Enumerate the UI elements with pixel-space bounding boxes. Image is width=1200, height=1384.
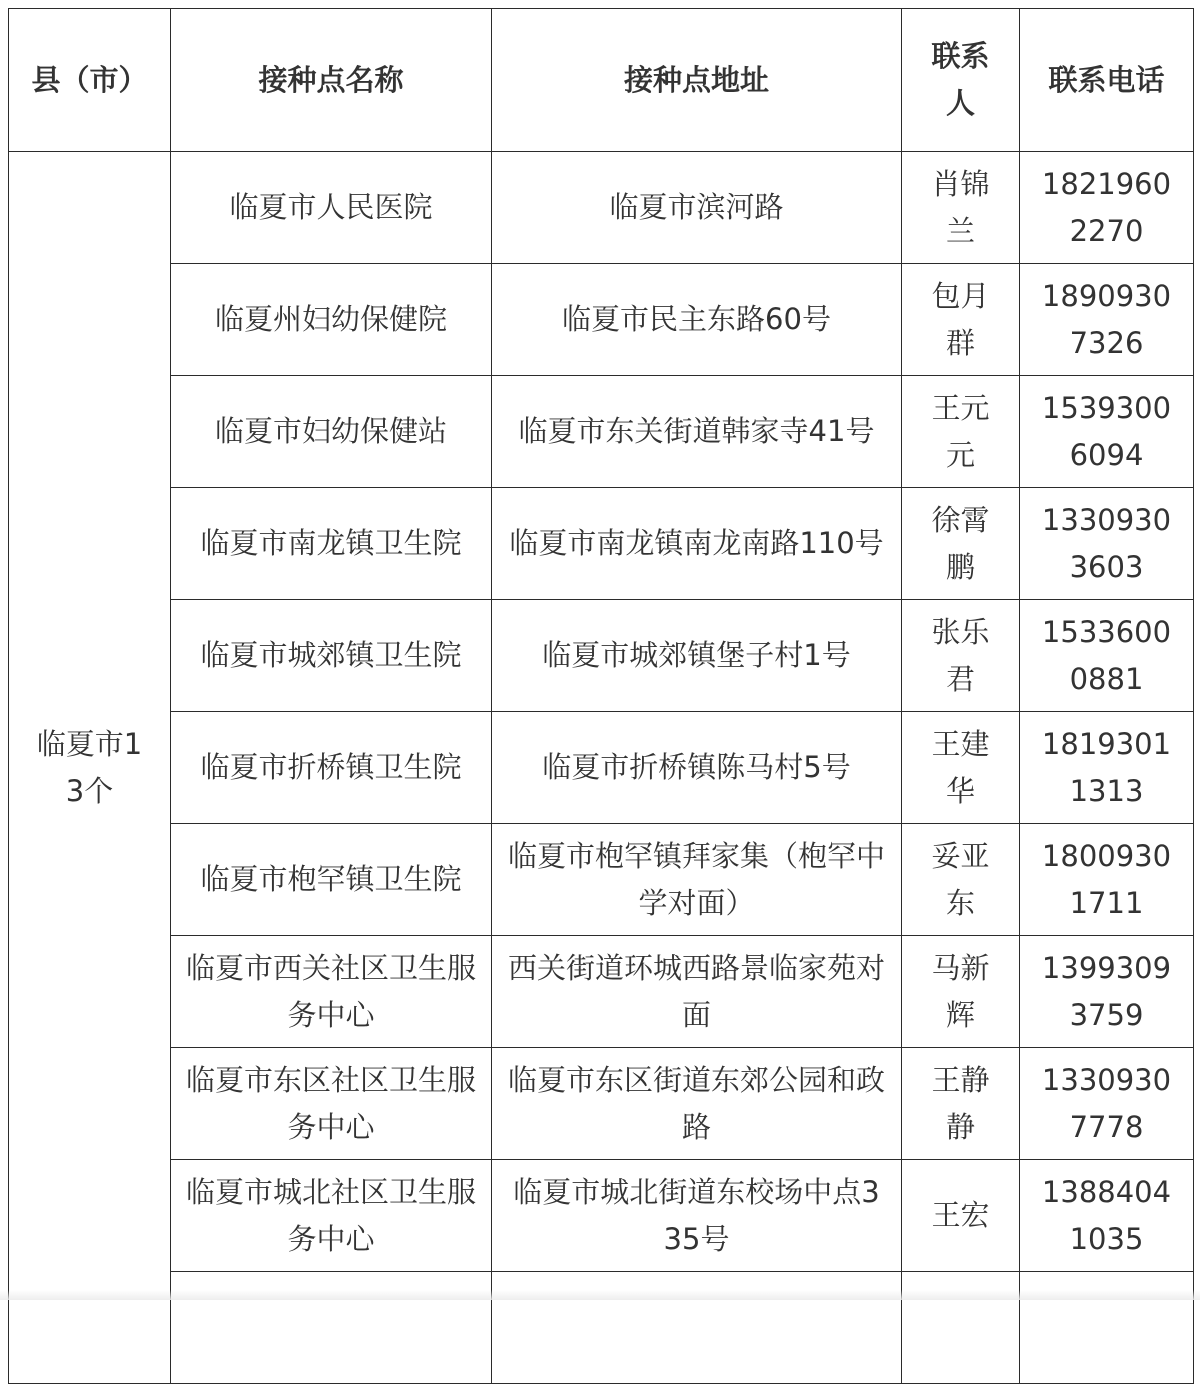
site-name-cell: 临夏市城郊镇卫生院 xyxy=(171,600,492,712)
table-row xyxy=(9,1272,1194,1384)
header-county: 县（市） xyxy=(9,9,171,152)
table-row xyxy=(9,1048,1194,1160)
vaccination-sites-table xyxy=(8,8,1194,1384)
table-row xyxy=(9,712,1194,824)
phone-cell: 18193011313 xyxy=(1020,712,1194,824)
contact-cell: 王建华 xyxy=(902,712,1020,824)
table-row xyxy=(9,152,1194,264)
phone-cell: 15393006094 xyxy=(1020,376,1194,488)
site-name-cell: 临夏市南龙镇卫生院 xyxy=(171,488,492,600)
table-row xyxy=(9,376,1194,488)
county-cell: 临夏市13个 xyxy=(9,152,171,1384)
phone-cell: 13993093759 xyxy=(1020,936,1194,1048)
table-row xyxy=(9,1160,1194,1272)
site-name-cell: 临夏市妇幼保健站 xyxy=(171,376,492,488)
phone-cell: 13309307778 xyxy=(1020,1048,1194,1160)
header-site-name: 接种点名称 xyxy=(171,9,492,152)
table-row xyxy=(9,600,1194,712)
contact-cell: 徐霄鹏 xyxy=(902,488,1020,600)
contact-cell: 肖锦兰 xyxy=(902,152,1020,264)
site-address-cell: 临夏市东区街道东郊公园和政路 xyxy=(492,1048,902,1160)
contact-cell: 王静静 xyxy=(902,1048,1020,1160)
phone-cell: 18219602270 xyxy=(1020,152,1194,264)
header-row xyxy=(9,9,1194,152)
site-address-cell: 临夏市民主东路60号 xyxy=(492,264,902,376)
header-contact: 联系人 xyxy=(902,9,1020,152)
contact-cell: 马新辉 xyxy=(902,936,1020,1048)
phone-cell: 18009301711 xyxy=(1020,824,1194,936)
contact-cell xyxy=(902,1272,1020,1384)
site-address-cell: 临夏市城北街道东校场中点335号 xyxy=(492,1160,902,1272)
contact-cell: 妥亚东 xyxy=(902,824,1020,936)
site-name-cell: 临夏市折桥镇卫生院 xyxy=(171,712,492,824)
phone-cell: 18909307326 xyxy=(1020,264,1194,376)
site-address-cell: 临夏市枹罕镇拜家集（枹罕中学对面） xyxy=(492,824,902,936)
site-address-cell xyxy=(492,1272,902,1384)
site-name-cell: 临夏州妇幼保健院 xyxy=(171,264,492,376)
phone-cell: 13309303603 xyxy=(1020,488,1194,600)
phone-cell: 13884041035 xyxy=(1020,1160,1194,1272)
site-address-cell: 临夏市东关街道韩家寺41号 xyxy=(492,376,902,488)
site-address-cell: 临夏市折桥镇陈马村5号 xyxy=(492,712,902,824)
header-phone: 联系电话 xyxy=(1020,9,1194,152)
contact-cell: 张乐君 xyxy=(902,600,1020,712)
contact-cell: 包月群 xyxy=(902,264,1020,376)
site-name-cell: 临夏市城北社区卫生服务中心 xyxy=(171,1160,492,1272)
contact-cell: 王宏 xyxy=(902,1160,1020,1272)
site-name-cell: 临夏市东区社区卫生服务中心 xyxy=(171,1048,492,1160)
phone-cell: 15336000881 xyxy=(1020,600,1194,712)
table-row xyxy=(9,936,1194,1048)
site-name-cell: 临夏市枹罕镇卫生院 xyxy=(171,824,492,936)
table-row xyxy=(9,488,1194,600)
site-name-cell: 临夏市西关社区卫生服务中心 xyxy=(171,936,492,1048)
table-row xyxy=(9,824,1194,936)
contact-cell: 王元元 xyxy=(902,376,1020,488)
phone-cell xyxy=(1020,1272,1194,1384)
site-address-cell: 临夏市南龙镇南龙南路110号 xyxy=(492,488,902,600)
site-address-cell: 西关街道环城西路景临家苑对面 xyxy=(492,936,902,1048)
table-row xyxy=(9,264,1194,376)
site-name-cell xyxy=(171,1272,492,1384)
site-address-cell: 临夏市城郊镇堡子村1号 xyxy=(492,600,902,712)
site-address-cell: 临夏市滨河路 xyxy=(492,152,902,264)
header-site-address: 接种点地址 xyxy=(492,9,902,152)
site-name-cell: 临夏市人民医院 xyxy=(171,152,492,264)
